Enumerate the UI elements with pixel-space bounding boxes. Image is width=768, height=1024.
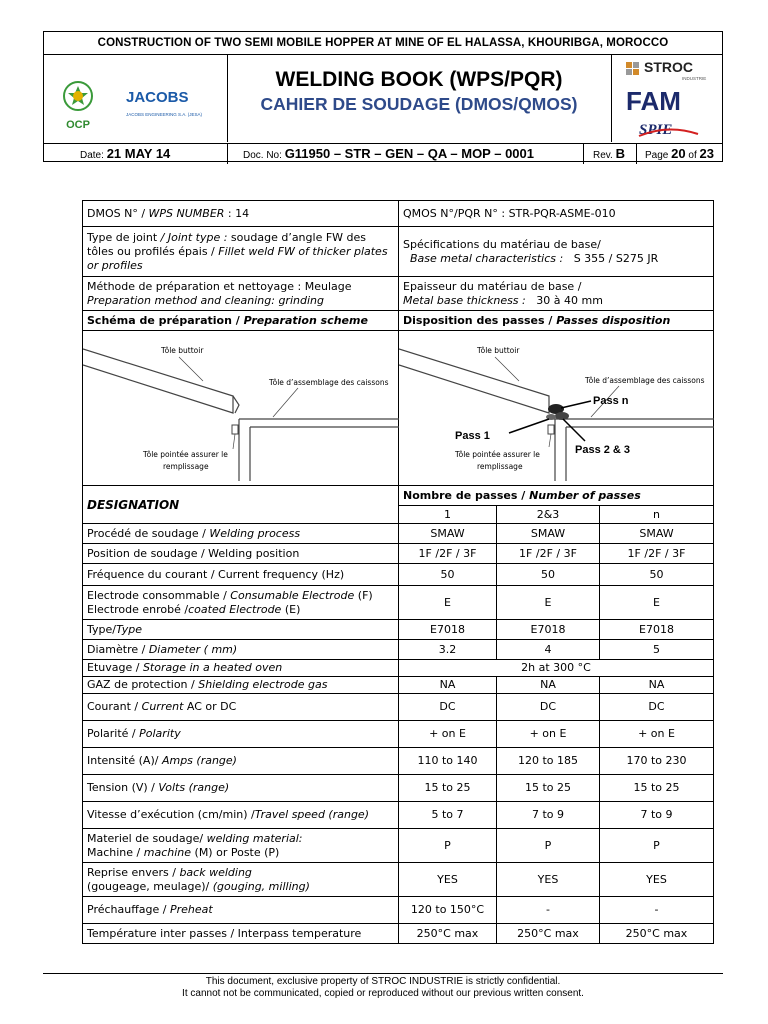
param-value: 5	[600, 640, 714, 660]
param-value: 1F /2F / 3F	[600, 544, 714, 564]
tack-plate-label-1: Tôle pointée assurer le	[455, 450, 540, 459]
base-metal-spec-cell: Spécifications du matériau de base/ Base metal characteristics : S 355 / S275 JR	[399, 227, 714, 277]
param-label: Type/Type	[83, 620, 399, 640]
ocp-text: OCP	[66, 119, 90, 131]
param-value: NA	[600, 677, 714, 694]
param-value: -	[497, 897, 600, 924]
param-label: Fréquence du courant / Current frequency (Hz)	[83, 564, 399, 586]
param-value: 7 to 9	[497, 802, 600, 829]
param-value: E7018	[497, 620, 600, 640]
pass-2-3-label: Pass 2 & 3	[575, 444, 631, 456]
param-value: 120 to 185	[497, 748, 600, 775]
table-row	[83, 227, 714, 277]
param-value: SMAW	[399, 524, 497, 544]
param-value: NA	[399, 677, 497, 694]
param-value: 50	[399, 564, 497, 586]
param-value: 50	[497, 564, 600, 586]
param-value: P	[399, 829, 497, 863]
param-label: Tension (V) / Volts (range)	[83, 775, 399, 802]
table-row	[83, 311, 714, 331]
pass-n-label: Pass n	[593, 395, 629, 407]
table-row	[83, 660, 714, 677]
table-row	[83, 331, 714, 486]
tack-plate-label-1: Tôle pointée assurer le	[143, 450, 228, 459]
param-value: 250°C max	[600, 924, 714, 944]
title-english: WELDING BOOK (WPS/PQR)	[275, 68, 563, 91]
param-value: YES	[399, 863, 497, 897]
footer-line-2: It cannot not be communicated, copied or reproduced without our previous written consent.	[182, 988, 584, 999]
table-row	[83, 863, 714, 897]
fam-text: FAM	[626, 86, 681, 116]
table-row	[83, 897, 714, 924]
table-row	[83, 620, 714, 640]
param-value: NA	[497, 677, 600, 694]
param-label: Position de soudage / Welding position	[83, 544, 399, 564]
param-value: DC	[600, 694, 714, 721]
param-label: Reprise envers / back welding (gougeage, meulage)/ (gouging, milling)	[83, 863, 399, 897]
param-label: GAZ de protection / Shielding electrode gas	[83, 677, 399, 694]
param-value: 3.2	[399, 640, 497, 660]
param-value: E7018	[600, 620, 714, 640]
page-value: 20	[671, 146, 686, 161]
footer-line-1: This document, exclusive property of STROC INDUSTRIE is strictly confidential.	[205, 976, 561, 987]
table-row	[83, 486, 714, 506]
weld-joint-diagram-icon	[83, 331, 399, 481]
client-logos	[44, 54, 228, 142]
param-value: 15 to 25	[399, 775, 497, 802]
param-value: DC	[497, 694, 600, 721]
designation-heading: DESIGNATION	[83, 486, 399, 524]
table-row	[83, 721, 714, 748]
spie-text: SPIE	[639, 122, 673, 138]
joint-type-cell: Type de joint / Joint type : soudage d’angle FW des tôles ou profilés épais / Fillet weld FW of thicker plates or profiles	[83, 227, 399, 277]
param-value: 15 to 25	[600, 775, 714, 802]
param-value: E7018	[399, 620, 497, 640]
table-row	[83, 201, 714, 227]
param-label: Vitesse d’exécution (cm/min) /Travel speed (range)	[83, 802, 399, 829]
param-label: Préchauffage / Preheat	[83, 897, 399, 924]
document-header	[43, 31, 723, 162]
date-value: 21 MAY 14	[106, 146, 171, 161]
pqr-number-cell: QMOS N°/PQR N° : STR-PQR-ASME-010	[399, 201, 714, 227]
jacobs-text: JACOBS	[126, 89, 189, 106]
project-title: CONSTRUCTION OF TWO SEMI MOBILE HOPPER AT MINE OF EL HALASSA, KHOURIBGA, MOROCCO	[44, 32, 722, 55]
param-value: SMAW	[600, 524, 714, 544]
table-row	[83, 586, 714, 620]
param-label: Intensité (A)/ Amps (range)	[83, 748, 399, 775]
page-cell: Page 20 of 23	[636, 144, 724, 164]
param-value: 5 to 7	[399, 802, 497, 829]
wps-table	[82, 200, 714, 944]
pass-column-header: 1	[399, 506, 497, 524]
pass-column-header: 2&3	[497, 506, 600, 524]
param-value: 7 to 9	[600, 802, 714, 829]
table-row	[83, 829, 714, 863]
param-value: P	[497, 829, 600, 863]
date-cell: Date: 21 MAY 14	[80, 146, 171, 161]
passes-diagram	[399, 331, 714, 486]
param-value: E	[399, 586, 497, 620]
param-value: 2h at 300 °C	[399, 660, 714, 677]
param-value: E	[497, 586, 600, 620]
param-value: 1F /2F / 3F	[399, 544, 497, 564]
pass-1-label: Pass 1	[455, 430, 490, 442]
tack-plate-label-2: remplissage	[477, 462, 523, 471]
param-value: 250°C max	[497, 924, 600, 944]
passes-disposition-diagram-icon	[399, 331, 714, 481]
table-row	[83, 924, 714, 944]
prep-method-cell: Méthode de préparation et nettoyage : Meulage Preparation method and cleaning: grinding	[83, 277, 399, 311]
assembly-plate-label: Tôle d’assemblage des caissons	[269, 378, 389, 387]
doc-number-value: G11950 – STR – GEN – QA – MOP – 0001	[284, 146, 534, 161]
revision-value: B	[615, 146, 625, 161]
param-label: Température inter passes / Interpass temperature	[83, 924, 399, 944]
param-value: YES	[600, 863, 714, 897]
contractor-logos	[611, 54, 725, 142]
confidentiality-footer	[43, 973, 723, 1000]
param-label: Procédé de soudage / Welding process	[83, 524, 399, 544]
tack-plate-label-2: remplissage	[163, 462, 209, 471]
param-value: 250°C max	[399, 924, 497, 944]
param-value: 1F /2F / 3F	[497, 544, 600, 564]
title-box	[227, 54, 611, 142]
param-value: 15 to 25	[497, 775, 600, 802]
param-value: P	[600, 829, 714, 863]
prep-scheme-heading: Schéma de préparation / Preparation scheme	[83, 311, 399, 331]
assembly-plate-label: Tôle d’assemblage des caissons	[585, 376, 705, 385]
wps-number-cell: DMOS N° / WPS NUMBER : 14	[83, 201, 399, 227]
header-meta-row	[44, 143, 722, 164]
ocp-jacobs-logos-icon	[44, 54, 227, 142]
param-value: + on E	[497, 721, 600, 748]
stop-plate-label: Tôle buttoir	[161, 346, 204, 355]
param-value: E	[600, 586, 714, 620]
table-row	[83, 544, 714, 564]
table-row	[83, 748, 714, 775]
param-value: + on E	[399, 721, 497, 748]
passes-disposition-heading: Disposition des passes / Passes disposition	[399, 311, 714, 331]
param-value: DC	[399, 694, 497, 721]
param-value: + on E	[600, 721, 714, 748]
stroc-sub-text: INDUSTRIE	[682, 76, 707, 81]
param-label: Diamètre / Diameter ( mm)	[83, 640, 399, 660]
param-value: 110 to 140	[399, 748, 497, 775]
param-value: 120 to 150°C	[399, 897, 497, 924]
doc-number-cell: Doc. No: G11950 – STR – GEN – QA – MOP – 0001	[227, 144, 583, 164]
param-value: SMAW	[497, 524, 600, 544]
revision-cell: Rev. B	[583, 144, 636, 164]
table-row	[83, 277, 714, 311]
param-label: Electrode consommable / Consumable Electrode (F) Electrode enrobé /coated Electrode (E)	[83, 586, 399, 620]
param-label: Courant / Current AC or DC	[83, 694, 399, 721]
param-value: -	[600, 897, 714, 924]
stroc-fam-spie-logos-icon	[612, 54, 725, 142]
title-french: CAHIER DE SOUDAGE (DMOS/QMOS)	[260, 94, 578, 114]
jacobs-sub-text: JACOBS ENGINEERING S.A. (JESA)	[126, 112, 203, 117]
table-row	[83, 694, 714, 721]
number-of-passes-heading: Nombre de passes / Number of passes	[399, 486, 714, 506]
param-label: Materiel de soudage/ welding material: Machine / machine (M) or Poste (P)	[83, 829, 399, 863]
param-value: YES	[497, 863, 600, 897]
stroc-text: STROC	[644, 59, 693, 75]
table-row	[83, 775, 714, 802]
param-value: 50	[600, 564, 714, 586]
param-label: Etuvage / Storage in a heated oven	[83, 660, 399, 677]
table-row	[83, 640, 714, 660]
prep-scheme-diagram	[83, 331, 399, 486]
param-label: Polarité / Polarity	[83, 721, 399, 748]
page-total: 23	[699, 146, 714, 161]
param-value: 4	[497, 640, 600, 660]
table-row	[83, 802, 714, 829]
thickness-cell: Epaisseur du matériau de base / Metal base thickness : 30 à 40 mm	[399, 277, 714, 311]
table-row	[83, 677, 714, 694]
pass-column-header: n	[600, 506, 714, 524]
table-row	[83, 564, 714, 586]
table-row	[83, 524, 714, 544]
param-value: 170 to 230	[600, 748, 714, 775]
stop-plate-label: Tôle buttoir	[477, 346, 520, 355]
